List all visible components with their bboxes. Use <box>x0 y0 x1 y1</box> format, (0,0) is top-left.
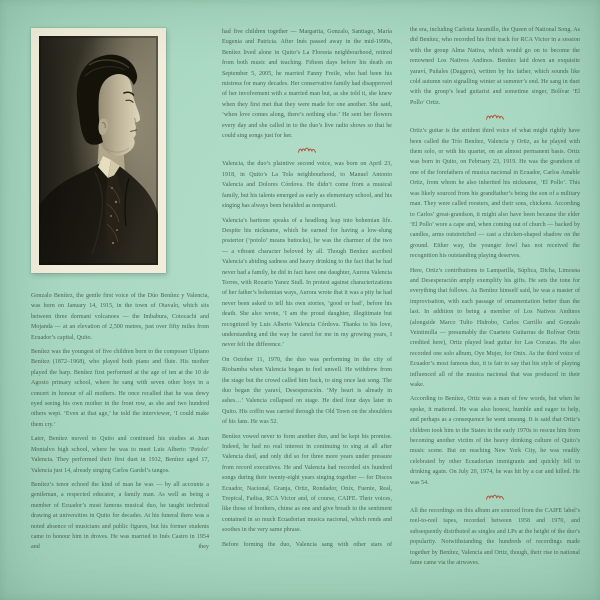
para-valencia-early-career-lead: Before forming the duo, Valencia sang with other stars of <box>222 541 392 548</box>
para-early-career: the era, including Carlotta Jaramillo, the Queen of National Song. As did Benítez, who recorded his first track for RCA Victor in a session with the group Alma Nativa, which would go on to become the renowned Los Nativos Andinos. Benítez laid down an exquisite yaraví, Puñales (Daggers), written by his father, which sounds like cold autumn rain signalling winter at summer’s end. He sang in duet with the group’s lead guitarist and sometime singer, Bolívar ‘El Pollo’ Ortiz. <box>410 27 580 106</box>
para-ortiz-death: According to Benítez, Ortiz was a man of few words, but when he spoke, it mattered. He was also honest, humble and eager to help, and perhaps as a consequence he went unsung. It is said that Ortiz’s children took him to the States in the early 1970s to rescue him from becoming another victim of the heavy drinking culture of Quito’s music scene. But on reaching New York City, he was readily celebrated by other Ecuadorian immigrants and quickly fell to drinking again. On July 20, 1974, he was hit by a car and killed. He was 54. <box>410 396 580 486</box>
para-valencia-bohemian: Valencia’s baritone speaks of a headlong leap into bohemian life. Despite his nickname, which he earned for having a low-slung posterior (‘potolo’ means buttocks), he was the charmer of the two — a vibrant character beloved by all. Though Benítez ascribed Valencia’s abiding sadness and heavy drinking to the fact that he had never had a family, he did in fact have one daughter, Aurora Valencia Torres, with Rozario Yanez Stull. In protest against characterizations of her father’s bohemian ways, Aurora wrote that it was a pity he had never been asked to tell his own stories, ‘good or bad’, before his death. She also wrote, ‘I am the proud daughter, illegitimate but recognized by Luis Alberto Valencia Córdova. Thanks to his love, understanding and the way he cared for me in my growing years, I never felt the difference.’ <box>222 217 392 349</box>
para-ortiz-guitar: Ortiz’s guitar is the strident third voice of what might rightly have been called the Trío Benítez, Valencia y Ortiz, as he played with them solo, or with his quartet, on an almost permanent basis. Ortiz was born in Quito, on February 23, 1919. He was the grandson of one of the forefathers of musica nacional in Ecuador, Carlos Amable Ortiz, from whom he also inherited his nickname, ‘El Pollo’. This was likely sourced from his grandfather’s being the son of a military man. They were called roosters, and their sons, chickens. According to Carlos’ great-grandson, it might also have been because the elder ‘El Pollo’ wore a cape and, when coming out of church — backed by candles, arms outstretched — cast a chicken-shaped shadow on the ground. Either way, the younger fowl has not received the recognition his outstanding playing deserves. <box>410 128 580 260</box>
para-benitez-birth: Gonzalo Benítez, the gentle first voice of the Dúo Benítez y Valencia, was born on January 14, 1915, in the town of Otavalo, which sits between three dormant volcanoes — the Imbabura, Cotocachi and Mojanda — at an elevation of 2,500 metres, just over fifty miles from Ecuador’s capital, Quito. <box>31 293 209 341</box>
para-ortiz-contributions: Here, Ortiz’s contributions to Lamparilla, Súplica, Dicha, Limosna and Desesperación amply exemplify his gifts. He sets the tone for everything that follows. As Benítez himself said, he was a master of improvisation, with each passage of ornamentation better than the last. In addition to being a member of Los Nativos Andinos (alongside Marco Tulio Hidrobo, Carlos Carrillo and Gonzalo Veintimilla — presumably the Cuarteto Guitarras de Bolívar Ortiz credited here), Ortiz played lead guitar for Las Corazas. He also recorded one solo album, Oye Mujer, for Onix. As the third voice of Ecuador’s most famous duo, it is fair to say that his style of playing influenced all of the musica nacional that was produced in their wake. <box>410 267 580 388</box>
portrait-photo-illustration <box>39 36 158 265</box>
para-benitez-character: Benítez’s tenor echoed the kind of man he was — by all accounts a gentleman, a respected educator, a family man. As well as being a member of Ecuador’s most famous musical duo, he taught technical drawing at universities in Quito for decades. At his funeral there was a noted absence of musicians and public figures, but his former students came to honour him in droves. He was married to Inés Castro in 1954 and they <box>31 481 209 551</box>
para-duo-recordings: Benítez vowed never to form another duo, and he kept his promise. Indeed, he had no real interest in continuing to sing at all after Valencia died, and only did so for three more years under pressure from record executives. He and Valencia had recorded six hundred songs during their twenty-eight years singing together — for Discos Ecuador, Nacional, Granja, Ortiz, Rondador, Onix, Fuente, Real, Tropical, Fadisa, RCA Victor and, of course, CAIFE. Their voices, like those of brothers, chime as one and give breath to the sentiment contained in so much Ecuadorian musica nacional, which rends and soothes in the very same phrase. <box>222 433 392 534</box>
para-benitez-meets-valencia: Later, Benítez moved to Quito and continued his studies at Juan Montalvo high school, where he was to meet Luis Alberto ‘Potolo’ Valencia. They performed their first duet in 1932, Benítez aged 17, Valencia just 14, already singing Carlos Gardel’s tangos. <box>31 436 209 474</box>
squiggle-divider-icon <box>410 492 580 501</box>
text-column-middle <box>222 27 392 593</box>
squiggle-divider-icon <box>222 145 392 154</box>
para-valencia-death: On October 11, 1970, the duo was performing in the city of Riobamba when Valencia began to feel unwell. He withdrew from the stage but the crowd called him back, to sing once last song. The duo began the yaraví, Desesperación. ‘My heart is already in ashes…’ Valencia collapsed on stage. He died four days later in Quito. His coffin was carried through the Old Town on the shoulders of his fans. He was 52. <box>222 356 392 426</box>
para-benitez-family: Benítez was the youngest of five children born to the composer Ulpiano Benítez (1872–1968), who played both piano and flute. His mother played the harp. Benítez first performed at the age of ten at the 10 de Agosto primary school, where he sang with seven other boys in a concert in honour of all mothers. He once recalled that he was dewy eyed seeing his own mother in the front row, as she and two hundred others wept. ‘Even at that age,’ he told the interviewer, ‘I could make them cry.’ <box>31 349 209 428</box>
squiggle-divider-icon <box>410 112 580 121</box>
para-benitez-later-life: had five children together — Margarita, Gonzalo, Santiago, María Eugenia and Patricia. After Inés passed away in the mid-1990s, Benítez lived alone in Quito’s La Floresta neighbourhood, retired from both music and teaching. Fifteen days before his death on September 5, 2005, he married Fanny Freile, who had been his mistress for many decades. Her conservative family had disapproved of her involvement with a married man but, as she told it, she knew when they first met that they were made for one another. She said, ‘when love comes along, there’s nothing else.’ He sent her flowers every day and she called in to the duo’s live radio shows so that he could sing songs just for her. <box>222 29 392 140</box>
portrait-photo <box>31 28 166 273</box>
text-column-right <box>410 25 580 595</box>
para-recordings-source: All the recordings on this album are sourced from the CAIFE label’s reel-to-reel tapes, recorded between 1958 and 1970, and subsequently distributed as singles and LPs at the height of the duo’s popularity. Notwithstanding the hundreds of recordings made together by Benítez, Valencia and Ortiz, though, their rise to national fame came via the airwaves. <box>410 508 580 567</box>
text-column-left <box>31 291 209 591</box>
para-valencia-birth: Valencia, the duo’s plaintive second voice, was born on April 23, 1918, in Quito’s La Tola neighbourhood, to Manuel Antonio Valencia and Dolores Córdova. He didn’t come from a musical family, but his talents emerged as early as elementary school, and his singing has always been heralded as nonpareil. <box>222 161 392 210</box>
